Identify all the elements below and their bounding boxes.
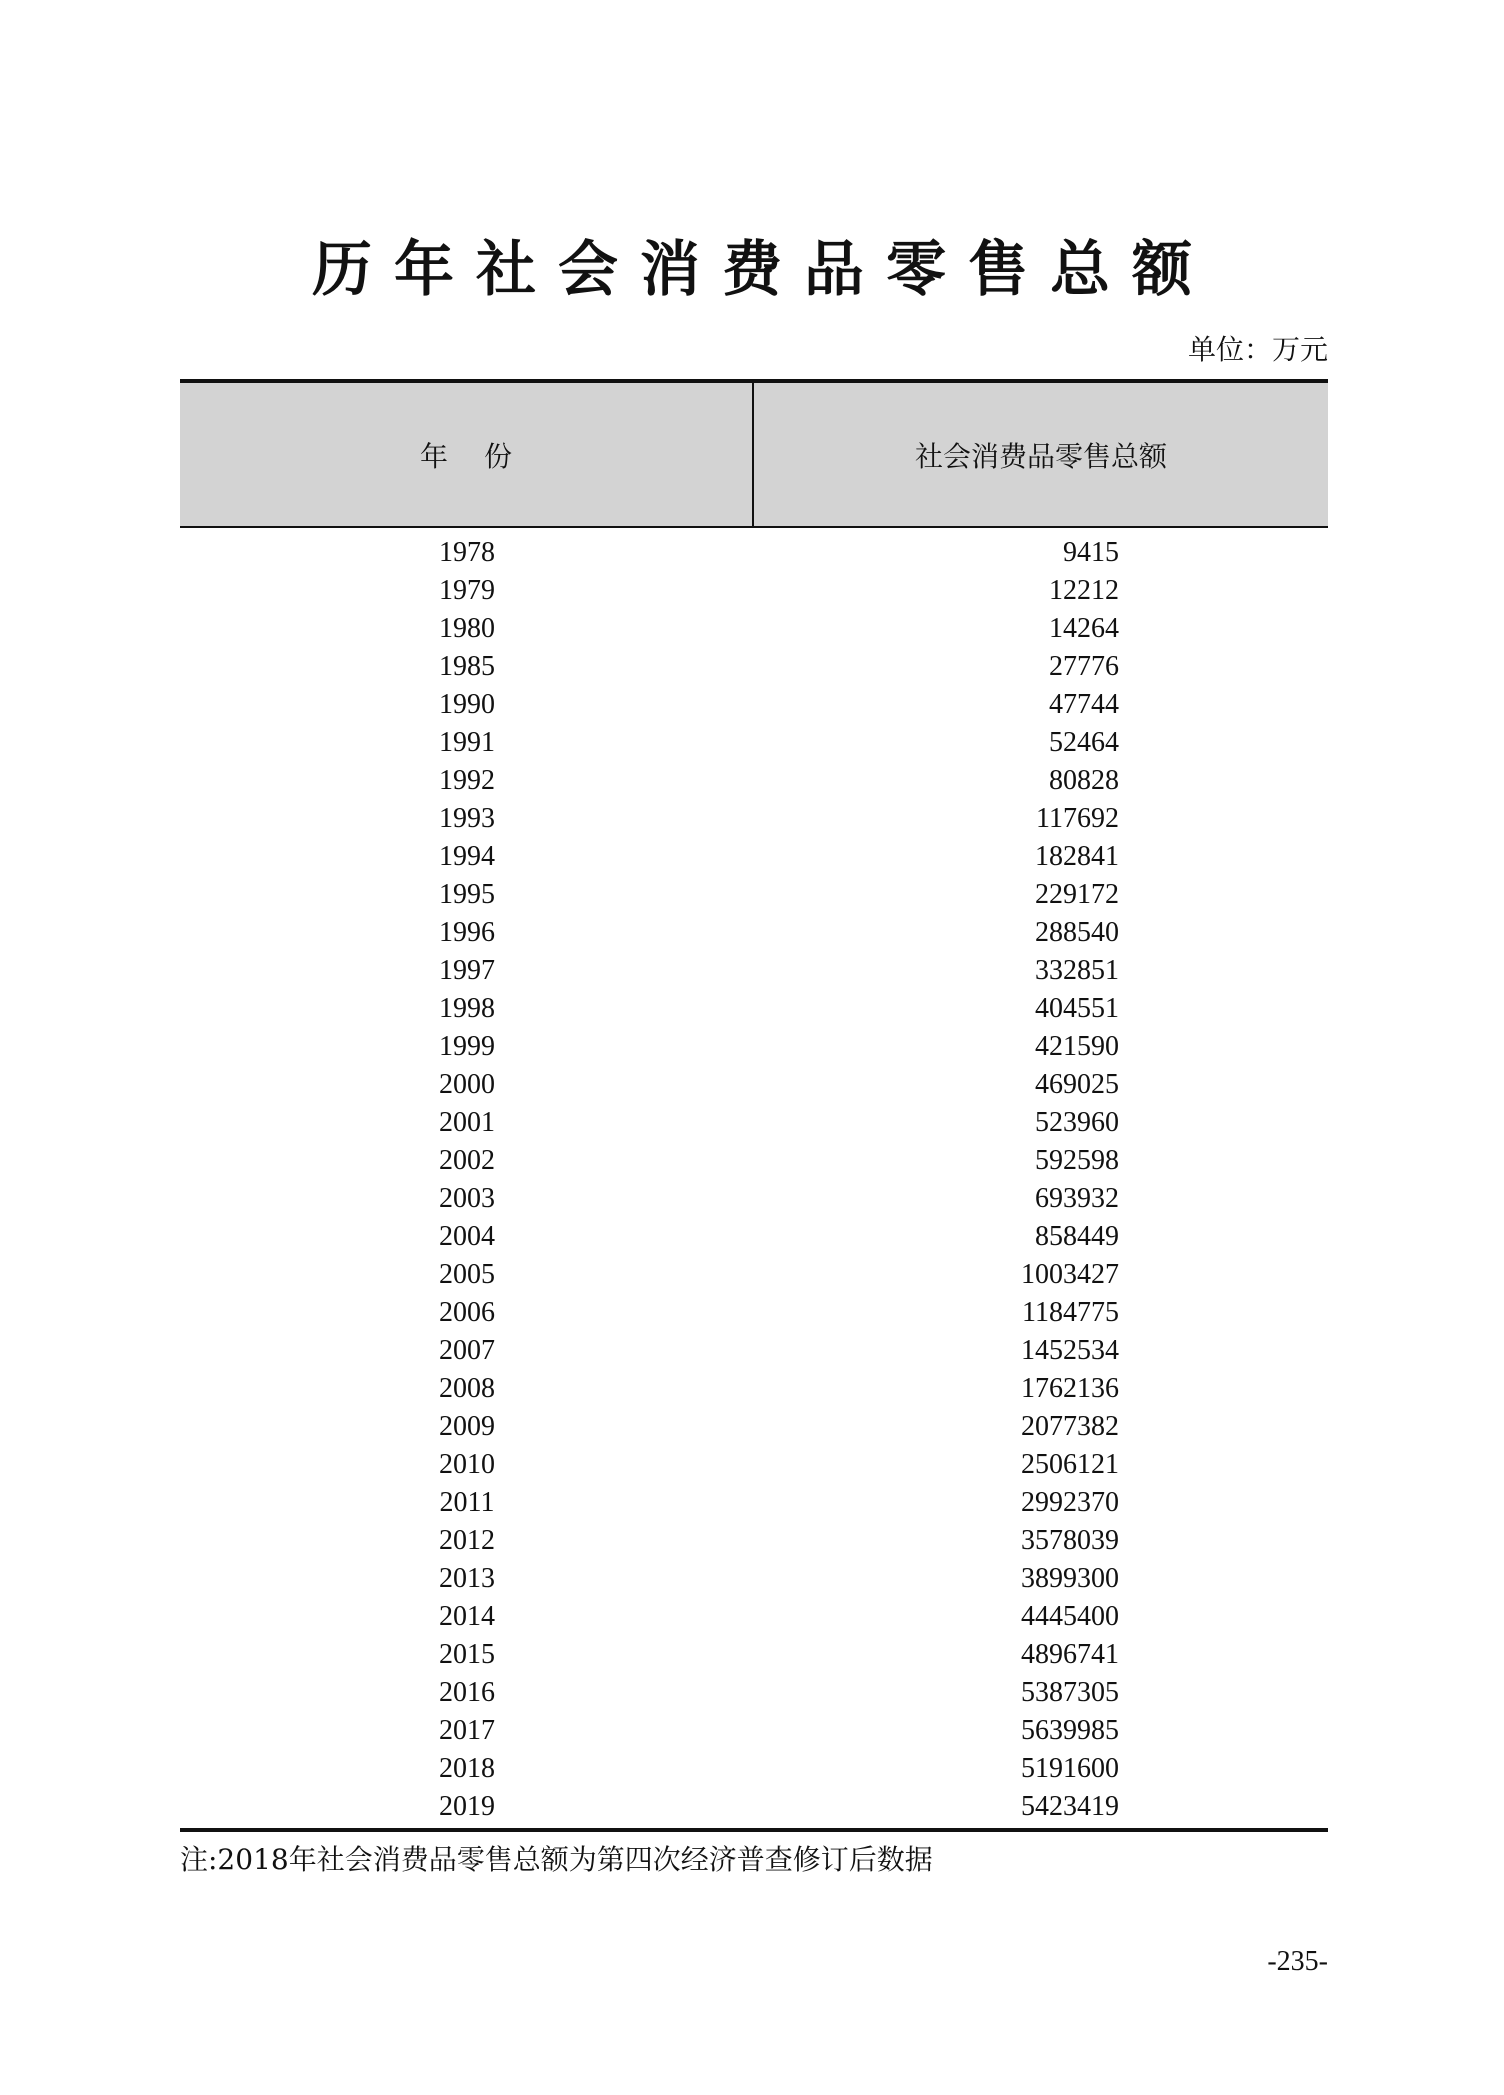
cell-year: 1996	[439, 917, 495, 948]
cell-year: 2017	[439, 1715, 495, 1746]
table-row	[180, 1408, 1328, 1446]
cell-year: 2003	[439, 1183, 495, 1214]
cell-year: 1985	[439, 651, 495, 682]
cell-year: 1979	[439, 575, 495, 606]
cell-retail-total: 1184775	[1022, 1297, 1119, 1328]
cell-year: 2005	[439, 1259, 495, 1290]
cell-year: 2019	[439, 1791, 495, 1822]
table-row	[180, 1066, 1328, 1104]
cell-retail-total: 5387305	[1021, 1677, 1119, 1708]
table-row	[180, 876, 1328, 914]
cell-year: 2009	[439, 1411, 495, 1442]
cell-retail-total: 4896741	[1021, 1639, 1119, 1670]
table-row	[180, 1750, 1328, 1788]
cell-retail-total: 1762136	[1021, 1373, 1119, 1404]
table-row	[180, 1598, 1328, 1636]
cell-year: 1992	[439, 765, 495, 796]
header-year: 年份	[180, 383, 754, 526]
cell-retail-total: 3899300	[1021, 1563, 1119, 1594]
cell-retail-total: 3578039	[1021, 1525, 1119, 1556]
cell-year: 2013	[439, 1563, 495, 1594]
table-row	[180, 686, 1328, 724]
page-number: -235-	[1267, 1946, 1328, 1977]
cell-retail-total: 182841	[1035, 841, 1119, 872]
cell-retail-total: 288540	[1035, 917, 1119, 948]
cell-year: 1991	[439, 727, 495, 758]
page-title: 历年社会消费品零售总额	[312, 235, 1214, 305]
table-bottom-rule	[180, 1828, 1328, 1832]
cell-year: 2002	[439, 1145, 495, 1176]
footnote: 注:2018年社会消费品零售总额为第四次经济普查修订后数据	[180, 1843, 933, 1876]
cell-retail-total: 47744	[1049, 689, 1119, 720]
cell-year: 2010	[439, 1449, 495, 1480]
cell-retail-total: 2077382	[1021, 1411, 1119, 1442]
cell-retail-total: 421590	[1035, 1031, 1119, 1062]
cell-retail-total: 332851	[1035, 955, 1119, 986]
cell-retail-total: 404551	[1035, 993, 1119, 1024]
table-row	[180, 1218, 1328, 1256]
cell-year: 2001	[439, 1107, 495, 1138]
table-row	[180, 572, 1328, 610]
cell-year: 1999	[439, 1031, 495, 1062]
cell-retail-total: 1003427	[1021, 1259, 1119, 1290]
table-row	[180, 1256, 1328, 1294]
cell-retail-total: 5423419	[1021, 1791, 1119, 1822]
cell-retail-total: 80828	[1049, 765, 1119, 796]
cell-year: 2000	[439, 1069, 495, 1100]
table-row	[180, 1788, 1328, 1826]
table-row	[180, 1636, 1328, 1674]
cell-retail-total: 27776	[1049, 651, 1119, 682]
cell-year: 1980	[439, 613, 495, 644]
table-row	[180, 1446, 1328, 1484]
table-row	[180, 1370, 1328, 1408]
cell-retail-total: 14264	[1049, 613, 1119, 644]
table-row	[180, 1028, 1328, 1066]
cell-retail-total: 2506121	[1021, 1449, 1119, 1480]
cell-retail-total: 117692	[1036, 803, 1119, 834]
table-row	[180, 952, 1328, 990]
cell-year: 2006	[439, 1297, 495, 1328]
cell-retail-total: 592598	[1035, 1145, 1119, 1176]
table-row	[180, 724, 1328, 762]
cell-retail-total: 858449	[1035, 1221, 1119, 1252]
cell-year: 2015	[439, 1639, 495, 1670]
header-retail-total: 社会消费品零售总额	[914, 439, 1167, 473]
table-row	[180, 1560, 1328, 1598]
cell-year: 2008	[439, 1373, 495, 1404]
cell-year: 1990	[439, 689, 495, 720]
cell-retail-total: 4445400	[1021, 1601, 1119, 1632]
cell-year: 1993	[439, 803, 495, 834]
table-row	[180, 1484, 1328, 1522]
cell-year: 1995	[439, 879, 495, 910]
cell-year: 2007	[439, 1335, 495, 1366]
table-row	[180, 1142, 1328, 1180]
cell-year: 2018	[439, 1753, 495, 1784]
cell-retail-total: 523960	[1035, 1107, 1119, 1138]
table-row	[180, 1712, 1328, 1750]
cell-retail-total: 5191600	[1021, 1753, 1119, 1784]
cell-year: 2012	[439, 1525, 495, 1556]
cell-year: 2016	[439, 1677, 495, 1708]
cell-year: 1994	[439, 841, 495, 872]
table-row	[180, 1180, 1328, 1218]
table-row	[180, 648, 1328, 686]
cell-year: 1997	[439, 955, 495, 986]
cell-retail-total: 2992370	[1021, 1487, 1119, 1518]
cell-retail-total: 229172	[1035, 879, 1119, 910]
cell-year: 1998	[439, 993, 495, 1024]
table-row	[180, 838, 1328, 876]
table-row	[180, 1674, 1328, 1712]
cell-year: 2014	[439, 1601, 495, 1632]
table-row	[180, 1522, 1328, 1560]
cell-retail-total: 52464	[1049, 727, 1119, 758]
cell-retail-total: 12212	[1049, 575, 1119, 606]
cell-year: 2004	[439, 1221, 495, 1252]
table-row	[180, 762, 1328, 800]
table-row	[180, 914, 1328, 952]
retail-sales-table	[180, 379, 1328, 1832]
table-row	[180, 800, 1328, 838]
cell-retail-total: 693932	[1035, 1183, 1119, 1214]
cell-year: 1978	[439, 537, 495, 568]
table-row	[180, 610, 1328, 648]
table-row	[180, 1294, 1328, 1332]
cell-retail-total: 469025	[1035, 1069, 1119, 1100]
cell-retail-total: 9415	[1063, 537, 1119, 568]
cell-year: 2011	[439, 1487, 495, 1518]
table-row	[180, 534, 1328, 572]
cell-retail-total: 1452534	[1021, 1335, 1119, 1366]
table-row	[180, 990, 1328, 1028]
table-body	[180, 528, 1328, 1828]
table-row	[180, 1104, 1328, 1142]
unit-label: 单位：万元	[1187, 333, 1328, 366]
table-header	[180, 383, 1328, 528]
cell-retail-total: 5639985	[1021, 1715, 1119, 1746]
table-row	[180, 1332, 1328, 1370]
